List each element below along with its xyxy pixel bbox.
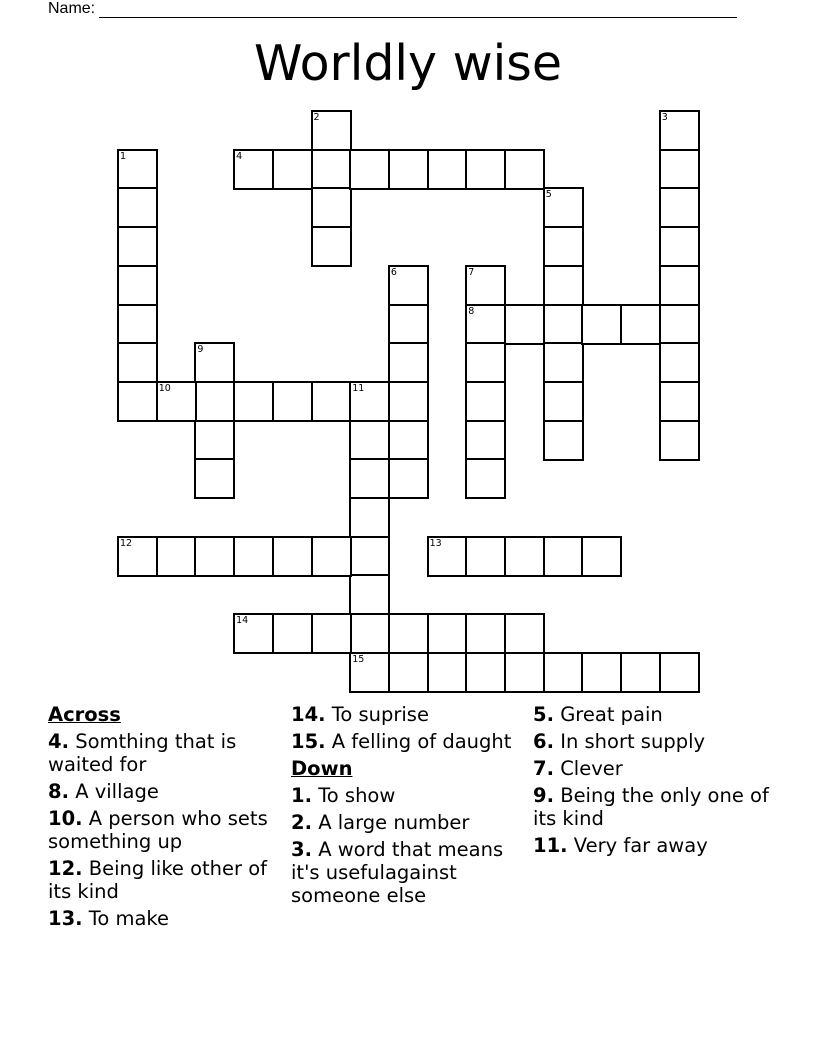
grid-cell[interactable] <box>349 574 390 615</box>
grid-cell[interactable] <box>311 149 352 190</box>
clue-text: Being like other of its kind <box>48 857 268 903</box>
clue-down-11 <box>533 834 783 857</box>
grid-cell[interactable] <box>388 652 429 693</box>
grid-cell[interactable] <box>543 342 584 383</box>
grid-cell[interactable] <box>233 536 274 577</box>
clue-text: A word that means it's usefulagainst someone else <box>291 838 504 907</box>
grid-cell[interactable] <box>543 652 584 693</box>
grid-cell[interactable] <box>504 613 545 654</box>
grid-cell[interactable] <box>659 187 700 228</box>
clue-number: 2. <box>291 811 312 834</box>
clue-down-5 <box>533 703 783 726</box>
cell-number: 7 <box>468 266 475 278</box>
grid-cell[interactable] <box>349 497 390 538</box>
grid-cell[interactable] <box>194 458 235 499</box>
clue-text: To suprise <box>331 703 429 726</box>
grid-cell[interactable] <box>659 226 700 267</box>
grid-cell[interactable] <box>156 536 197 577</box>
grid-cell[interactable] <box>581 536 622 577</box>
grid-cell[interactable] <box>349 652 390 693</box>
cell-number: 5 <box>545 189 552 201</box>
grid-cell[interactable] <box>427 536 468 577</box>
grid-cell[interactable] <box>311 381 352 422</box>
grid-cell[interactable] <box>311 536 352 577</box>
cell-number: 6 <box>390 266 397 278</box>
clue-number: 15. <box>291 730 326 753</box>
grid-cell[interactable] <box>272 536 313 577</box>
grid-cell[interactable] <box>659 149 700 190</box>
clue-number: 5. <box>533 703 554 726</box>
grid-cell[interactable] <box>194 381 235 422</box>
grid-cell[interactable] <box>349 536 390 577</box>
clue-text: Somthing that is waited for <box>48 730 237 776</box>
grid-cell[interactable] <box>543 226 584 267</box>
grid-cell[interactable] <box>388 265 429 306</box>
down-heading: Down <box>291 757 353 780</box>
cell-number: 1 <box>120 150 127 162</box>
clue-number: 8. <box>48 780 69 803</box>
grid-cell[interactable] <box>117 381 158 422</box>
grid-cell[interactable] <box>427 149 468 190</box>
grid-cell[interactable] <box>465 381 506 422</box>
name-label: Name: <box>48 0 96 17</box>
grid-cell[interactable] <box>117 187 158 228</box>
grid-cell[interactable] <box>504 304 545 345</box>
cell-number: 9 <box>197 344 204 356</box>
cell-number: 13 <box>429 537 442 549</box>
grid-cell[interactable] <box>388 342 429 383</box>
grid-cell[interactable] <box>388 381 429 422</box>
grid-cell[interactable] <box>659 342 700 383</box>
grid-cell[interactable] <box>620 304 661 345</box>
grid-cell[interactable] <box>233 381 274 422</box>
clue-number: 7. <box>533 757 554 780</box>
grid-cell[interactable] <box>117 265 158 306</box>
clue-number: 11. <box>533 834 568 857</box>
clue-number: 10. <box>48 807 83 830</box>
cell-number: 8 <box>468 305 475 317</box>
puzzle-title: Worldly wise <box>254 35 562 92</box>
grid-cell[interactable] <box>194 536 235 577</box>
grid-cell[interactable] <box>349 381 390 422</box>
clue-text: Being the only one of its kind <box>533 784 769 830</box>
grid-cell[interactable] <box>504 149 545 190</box>
clue-down-7 <box>533 757 783 780</box>
grid-cell[interactable] <box>543 420 584 461</box>
grid-cell[interactable] <box>465 265 506 306</box>
clue-across-4 <box>48 730 273 776</box>
grid-cell[interactable] <box>311 226 352 267</box>
clue-number: 13. <box>48 907 83 930</box>
grid-cell[interactable] <box>194 420 235 461</box>
grid-cell[interactable] <box>543 381 584 422</box>
cell-number: 2 <box>313 112 320 123</box>
grid-cell[interactable] <box>659 110 700 151</box>
grid-cell[interactable] <box>117 304 158 345</box>
cell-number: 10 <box>158 382 171 394</box>
clues-column-3 <box>533 703 783 861</box>
clue-text: To show <box>318 784 396 807</box>
across-heading: Across <box>48 703 121 726</box>
clue-number: 4. <box>48 730 69 753</box>
cell-number: 14 <box>236 615 249 627</box>
grid-cell[interactable] <box>543 187 584 228</box>
cell-number: 11 <box>352 382 365 394</box>
grid-cell[interactable] <box>465 420 506 461</box>
grid-cell[interactable] <box>349 613 390 654</box>
grid-cell[interactable] <box>504 652 545 693</box>
grid-cell[interactable] <box>388 420 429 461</box>
cell-number: 3 <box>661 112 668 123</box>
grid-cell[interactable] <box>465 458 506 499</box>
clue-text: A felling of daught <box>331 730 512 753</box>
grid-cell[interactable] <box>543 304 584 345</box>
grid-cell[interactable] <box>117 226 158 267</box>
grid-cell[interactable] <box>388 458 429 499</box>
grid-cell[interactable] <box>465 342 506 383</box>
grid-cell[interactable] <box>427 652 468 693</box>
clue-number: 12. <box>48 857 83 880</box>
clue-text: To make <box>88 907 170 930</box>
clue-text: A village <box>75 780 159 803</box>
clue-down-3 <box>291 838 516 907</box>
grid-cell[interactable] <box>659 304 700 345</box>
clue-down-1 <box>291 784 516 807</box>
grid-cell[interactable] <box>349 420 390 461</box>
grid-cell[interactable] <box>156 381 197 422</box>
cell-number: 12 <box>120 537 133 549</box>
clue-across-13 <box>48 907 273 930</box>
grid-cell[interactable] <box>581 652 622 693</box>
clue-text: Great pain <box>560 703 663 726</box>
grid-cell[interactable] <box>465 652 506 693</box>
grid-cell[interactable] <box>465 613 506 654</box>
grid-cell[interactable] <box>311 187 352 228</box>
clue-across-14 <box>291 703 516 726</box>
grid-cell[interactable] <box>233 149 274 190</box>
grid-cell[interactable] <box>388 149 429 190</box>
clue-text: Clever <box>560 757 623 780</box>
clue-across-10 <box>48 807 273 853</box>
clues-column-1 <box>48 703 273 934</box>
grid-cell[interactable] <box>465 536 506 577</box>
grid-cell[interactable] <box>349 458 390 499</box>
clue-down-6 <box>533 730 783 753</box>
grid-cell[interactable] <box>465 149 506 190</box>
clue-text: A large number <box>318 811 470 834</box>
grid-cell[interactable] <box>581 304 622 345</box>
clue-number: 6. <box>533 730 554 753</box>
grid-cell[interactable] <box>427 613 468 654</box>
clues-column-2 <box>291 703 516 911</box>
grid-cell[interactable] <box>272 149 313 190</box>
grid-cell[interactable] <box>272 613 313 654</box>
grid-cell[interactable] <box>659 265 700 306</box>
grid-cell[interactable] <box>117 536 158 577</box>
clue-number: 3. <box>291 838 312 861</box>
grid-cell[interactable] <box>117 149 158 190</box>
grid-cell[interactable] <box>349 149 390 190</box>
grid-cell[interactable] <box>543 265 584 306</box>
clue-across-12 <box>48 857 273 903</box>
grid-cell[interactable] <box>388 304 429 345</box>
grid-cell[interactable] <box>272 381 313 422</box>
grid-cell[interactable] <box>388 613 429 654</box>
grid-cell[interactable] <box>233 613 274 654</box>
cell-number: 4 <box>236 150 243 162</box>
clue-down-2 <box>291 811 516 834</box>
grid-cell[interactable] <box>659 420 700 461</box>
clue-number: 1. <box>291 784 312 807</box>
clue-across-8 <box>48 780 273 803</box>
clue-across-15 <box>291 730 516 753</box>
grid-cell[interactable] <box>194 342 235 383</box>
grid-cell[interactable] <box>620 652 661 693</box>
grid-cell[interactable] <box>504 536 545 577</box>
grid-cell[interactable] <box>543 536 584 577</box>
grid-cell[interactable] <box>311 110 352 151</box>
clue-text: A person who sets something up <box>48 807 268 853</box>
clue-text: Very far away <box>573 834 708 857</box>
clue-number: 14. <box>291 703 326 726</box>
grid-cell[interactable] <box>117 342 158 383</box>
grid-cell[interactable] <box>465 304 506 345</box>
clue-text: In short supply <box>560 730 706 753</box>
grid-cell[interactable] <box>659 652 700 693</box>
grid-cell[interactable] <box>311 613 352 654</box>
grid-cell[interactable] <box>659 381 700 422</box>
cell-number: 15 <box>352 653 365 665</box>
clue-down-9 <box>533 784 783 830</box>
clue-number: 9. <box>533 784 554 807</box>
